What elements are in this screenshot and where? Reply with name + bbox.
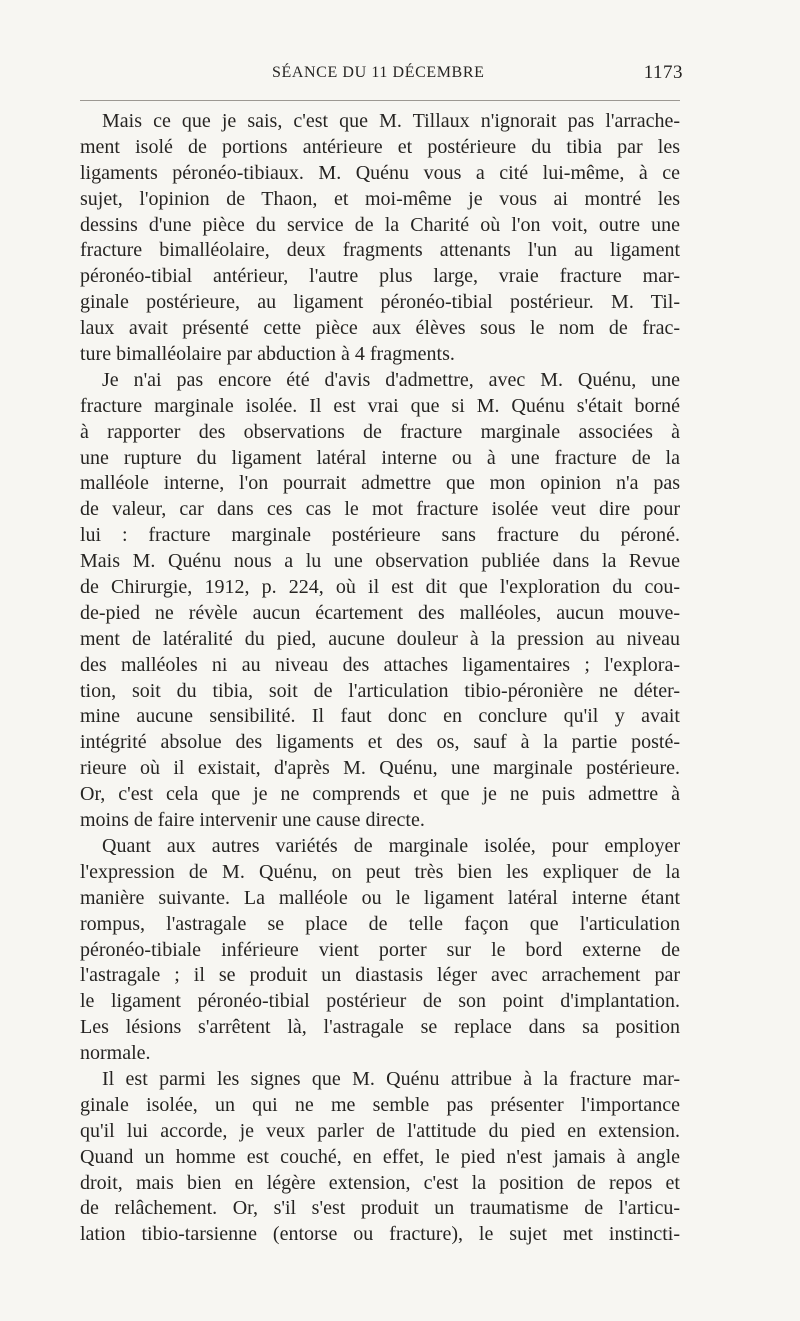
text-line: qu'il lui accorde, je veux parler de l'attitude du pied en extension. — [80, 1119, 680, 1142]
text-line: rompus, l'astragale se place de telle façon que l'articulation — [80, 912, 680, 935]
text-line: de relâchement. Or, s'il s'est produit un traumatisme de l'articu- — [80, 1197, 680, 1220]
text-line: mine aucune sensibilité. Il faut donc en conclure qu'il y avait — [80, 705, 680, 728]
text-line: malléole interne, l'on pourrait admettre que mon opinion n'a pas — [80, 472, 680, 495]
text-line: l'astragale ; il se produit un diastasis léger avec arrachement par — [80, 964, 680, 987]
text-line: moins de faire intervenir une cause directe. — [80, 809, 425, 832]
text-line: Quand un homme est couché, en effet, le pied n'est jamais à angle — [80, 1145, 680, 1168]
text-line: normale. — [80, 1042, 151, 1065]
text-line: ment isolé de portions antérieure et postérieure du tibia par les — [80, 135, 680, 158]
running-head: SÉANCE DU 11 DÉCEMBRE — [272, 64, 485, 81]
text-line: Or, c'est cela que je ne comprends et que je ne puis admettre à — [80, 783, 680, 806]
text-line: ginale postérieure, au ligament péronéo-tibial postérieur. M. Til- — [80, 291, 680, 314]
text-line: ginale isolée, un qui ne me semble pas présenter l'importance — [80, 1093, 680, 1116]
text-line: Je n'ai pas encore été d'avis d'admettre, avec M. Quénu, une — [102, 368, 680, 391]
text-line: rieure où il existait, d'après M. Quénu, une marginale postérieure. — [80, 757, 680, 780]
text-line: laux avait présenté cette pièce aux élèves sous le nom de frac- — [80, 317, 680, 340]
page-header — [0, 60, 800, 90]
text-line: l'expression de M. Quénu, on peut très bien les expliquer de la — [80, 860, 680, 883]
text-line: droit, mais bien en légère extension, c'est la position de repos et — [80, 1171, 680, 1194]
text-line: Quant aux autres variétés de marginale isolée, pour employer — [102, 834, 680, 857]
text-line: sujet, l'opinion de Thaon, et moi-même je vous ai montré les — [80, 187, 680, 210]
text-line: dessins d'une pièce du service de la Charité où l'on voit, outre une — [80, 213, 680, 236]
text-line: Les lésions s'arrêtent là, l'astragale se replace dans sa position — [80, 1016, 680, 1039]
text-line: de valeur, car dans ces cas le mot fracture isolée veut dire pour — [80, 498, 680, 521]
text-line: intégrité absolue des ligaments et des os, sauf à la partie posté- — [80, 731, 680, 754]
text-line: Mais ce que je sais, c'est que M. Tillaux n'ignorait pas l'arrache- — [102, 110, 680, 132]
page-number: 1173 — [643, 62, 683, 83]
text-line: à rapporter des observations de fracture marginale associées à — [80, 420, 680, 443]
text-line: le ligament péronéo-tibial postérieur de son point d'implantation. — [80, 990, 680, 1013]
text-line: fracture bimalléolaire, deux fragments attenants l'un au ligament — [80, 239, 680, 262]
text-line: péronéo-tibiale inférieure vient porter sur le bord externe de — [80, 938, 680, 961]
text-line: une rupture du ligament latéral interne ou à une fracture de la — [80, 446, 680, 469]
text-line: fracture marginale isolée. Il est vrai que si M. Quénu s'était borné — [80, 394, 680, 417]
text-line: tion, soit du tibia, soit de l'articulation tibio-péronière ne déter- — [80, 679, 680, 702]
text-line: lation tibio-tarsienne (entorse ou fracture), le sujet met instincti- — [80, 1223, 680, 1246]
text-line: Mais M. Quénu nous a lu une observation publiée dans la Revue — [80, 550, 680, 573]
text-line: Il est parmi les signes que M. Quénu attribue à la fracture mar- — [102, 1067, 680, 1090]
text-line: ture bimalléolaire par abduction à 4 fragments. — [80, 343, 455, 366]
body-text — [80, 109, 680, 1248]
text-line: ment de latéralité du pied, aucune douleur à la pression au niveau — [80, 627, 680, 650]
text-line: des malléoles ni au niveau des attaches ligamentaires ; l'explora- — [80, 653, 680, 676]
header-rule — [80, 100, 680, 101]
text-line: manière suivante. La malléole ou le ligament latéral interne étant — [80, 886, 680, 909]
text-line: péronéo-tibial antérieur, l'autre plus large, vraie fracture mar- — [80, 265, 680, 288]
text-line: ligaments péronéo-tibiaux. M. Quénu vous a cité lui-même, à ce — [80, 161, 680, 184]
text-line: lui : fracture marginale postérieure sans fracture du péroné. — [80, 524, 680, 547]
text-line: de-pied ne révèle aucun écartement des malléoles, aucun mouve- — [80, 601, 680, 624]
text-line: de Chirurgie, 1912, p. 224, où il est dit que l'exploration du cou- — [80, 576, 680, 599]
